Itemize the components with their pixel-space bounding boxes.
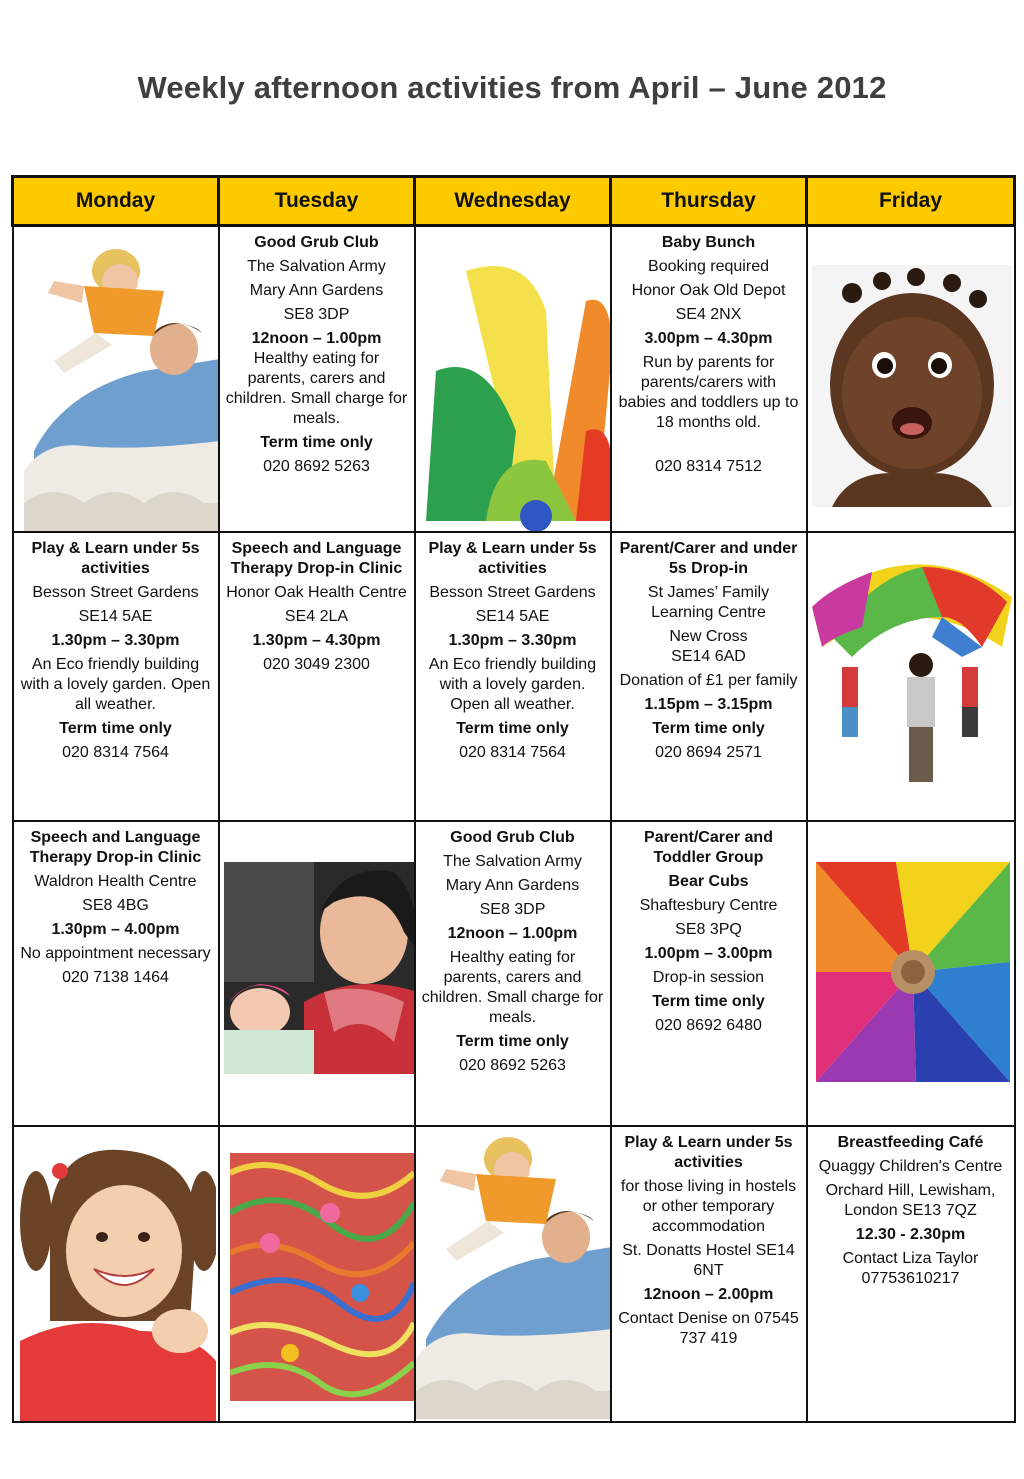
venue: Waldron Health Centre xyxy=(34,873,197,890)
activity-title: Play & Learn under 5s activities xyxy=(31,540,200,577)
header-tuesday: Tuesday xyxy=(219,177,415,226)
activity-title: Good Grub Club xyxy=(450,829,575,846)
venue: Honor Oak Health Centre xyxy=(226,584,407,601)
activities-table xyxy=(11,175,1016,1423)
phone-number: 020 8314 7564 xyxy=(62,744,169,761)
phone-number: 020 8314 7564 xyxy=(459,744,566,761)
baby-photo xyxy=(808,227,1014,507)
friday-breastfeeding-cafe xyxy=(807,1126,1015,1422)
table-row xyxy=(13,532,1015,821)
booking-note: Booking required xyxy=(648,258,769,275)
activity-title: Breastfeeding Café xyxy=(837,1134,984,1151)
thursday-hostel-play-learn xyxy=(611,1126,807,1422)
tuesday-speech-therapy xyxy=(219,532,415,821)
activity-time: 12.30 - 2.30pm xyxy=(855,1226,966,1243)
activity-description: No appointment necessary xyxy=(20,945,211,962)
pinwheel-photo xyxy=(416,227,610,531)
activity-title: Good Grub Club xyxy=(254,234,379,251)
photo-cell xyxy=(219,1126,415,1422)
venue: Honor Oak Old Depot xyxy=(631,282,786,299)
activity-description: An Eco friendly building with a lovely garden. Open all weather. xyxy=(20,656,211,713)
thursday-baby-bunch xyxy=(611,226,807,533)
activity-title: Parent/Carer and Toddler Group xyxy=(644,829,773,866)
address: Mary Ann Gardens xyxy=(249,282,384,299)
group-name: Bear Cubs xyxy=(668,873,749,890)
photo-cell xyxy=(415,1126,611,1422)
father-child-photo xyxy=(416,1127,610,1419)
monday-speech-therapy xyxy=(13,821,219,1126)
activity-time: 1.30pm – 3.30pm xyxy=(51,632,180,649)
activity-title: Play & Learn under 5s activities xyxy=(428,540,597,577)
photo-cell xyxy=(219,821,415,1126)
activity-title: Play & Learn under 5s activities xyxy=(624,1134,793,1171)
phone-number: 020 8692 6480 xyxy=(655,1017,762,1034)
photo-cell xyxy=(807,821,1015,1126)
address: Orchard Hill, Lewisham, London SE13 7QZ xyxy=(825,1182,996,1219)
photo-cell xyxy=(13,226,219,533)
phone-number: 020 8314 7512 xyxy=(655,458,762,475)
activity-title: Speech and Language Therapy Drop-in Clinic xyxy=(29,829,202,866)
activity-time: 12noon – 2.00pm xyxy=(643,1286,774,1303)
activity-title: Speech and Language Therapy Drop-in Clinic xyxy=(230,540,403,577)
activity-description: Run by parents for parents/carers with babies and toddlers up to 18 months old. xyxy=(618,354,799,431)
activity-time: 1.00pm – 3.00pm xyxy=(644,945,773,962)
tuesday-good-grub-club xyxy=(219,226,415,533)
photo-cell xyxy=(807,532,1015,821)
activity-time: 3.00pm – 4.30pm xyxy=(644,330,773,347)
photo-cell xyxy=(807,226,1015,533)
venue: Quaggy Children's Centre xyxy=(818,1158,1003,1175)
thursday-drop-in xyxy=(611,532,807,821)
venue: The Salvation Army xyxy=(443,853,582,870)
activity-time: 12noon – 1.00pm xyxy=(251,330,382,347)
day-header-row xyxy=(13,177,1015,226)
term-time-note: Term time only xyxy=(456,1033,569,1050)
postcode: SE14 5AE xyxy=(475,608,550,625)
table-row xyxy=(13,226,1015,533)
postcode: SE8 4BG xyxy=(82,897,149,914)
postcode: SE14 5AE xyxy=(78,608,153,625)
phone-number: 020 8692 5263 xyxy=(459,1057,566,1074)
activity-time: 1.30pm – 4.00pm xyxy=(51,921,180,938)
activity-description: An Eco friendly building with a lovely garden. Open all weather. xyxy=(428,656,597,713)
header-friday: Friday xyxy=(807,177,1015,226)
activity-time: 1.30pm – 4.30pm xyxy=(252,632,381,649)
wednesday-good-grub-club xyxy=(415,821,611,1126)
mother-baby-photo xyxy=(220,822,414,1074)
activity-time: 12noon – 1.00pm xyxy=(447,925,578,942)
activity-time: 1.30pm – 3.30pm xyxy=(448,632,577,649)
coloured-spaghetti-photo xyxy=(220,1127,414,1401)
postcode: SE8 3PQ xyxy=(675,921,742,938)
wednesday-play-learn xyxy=(415,532,611,821)
table-row xyxy=(13,821,1015,1126)
donation-note: Donation of £1 per family xyxy=(619,672,798,689)
activity-title: Parent/Carer and under 5s Drop-in xyxy=(619,540,798,577)
term-time-note: Term time only xyxy=(59,720,172,737)
postcode: SE8 3DP xyxy=(283,306,350,323)
phone-number: 020 3049 2300 xyxy=(263,656,370,673)
venue: Besson Street Gardens xyxy=(429,584,596,601)
header-thursday: Thursday xyxy=(611,177,807,226)
thursday-toddler-group xyxy=(611,821,807,1126)
activity-description: Healthy eating for parents, carers and children. Small charge for meals. xyxy=(225,350,408,427)
activity-description: Healthy eating for parents, carers and children. Small charge for meals. xyxy=(421,949,604,1026)
postcode: SE4 2NX xyxy=(675,306,742,323)
colourful-pinwheel-photo xyxy=(808,822,1014,1082)
activity-description: Drop-in session xyxy=(652,969,765,986)
postcode: SE8 3DP xyxy=(479,901,546,918)
monday-play-learn xyxy=(13,532,219,821)
term-time-note: Term time only xyxy=(652,720,765,737)
venue: Besson Street Gardens xyxy=(32,584,199,601)
term-time-note: Term time only xyxy=(456,720,569,737)
table-row xyxy=(13,1126,1015,1422)
header-wednesday: Wednesday xyxy=(415,177,611,226)
venue: St James’ Family Learning Centre xyxy=(647,584,770,621)
photo-cell xyxy=(415,226,611,533)
term-time-note: Term time only xyxy=(260,434,373,451)
photo-cell xyxy=(13,1126,219,1422)
smiling-girl-photo xyxy=(14,1127,218,1421)
phone-number: 020 7138 1464 xyxy=(62,969,169,986)
venue: Shaftesbury Centre xyxy=(639,897,778,914)
address: New Cross SE14 6AD xyxy=(669,628,748,665)
phone-number: 020 8694 2571 xyxy=(655,744,762,761)
venue: The Salvation Army xyxy=(247,258,386,275)
venue: St. Donatts Hostel SE14 6NT xyxy=(622,1242,795,1279)
activity-title: Baby Bunch xyxy=(661,234,756,251)
term-time-note: Term time only xyxy=(652,993,765,1010)
contact-info: Contact Denise on 07545 737 419 xyxy=(618,1310,799,1347)
activity-description: for those living in hostels or other temporary accommodation xyxy=(620,1178,797,1235)
phone-number: 020 8692 5263 xyxy=(263,458,370,475)
contact-info: Contact Liza Taylor 07753610217 xyxy=(842,1250,979,1287)
postcode: SE4 2LA xyxy=(284,608,349,625)
parachute-play-photo xyxy=(808,533,1014,807)
header-monday: Monday xyxy=(13,177,219,226)
father-child-photo xyxy=(14,227,218,531)
page-title: Weekly afternoon activities from April – June 2012 xyxy=(137,70,887,105)
activity-time: 1.15pm – 3.15pm xyxy=(644,696,773,713)
address: Mary Ann Gardens xyxy=(445,877,580,894)
